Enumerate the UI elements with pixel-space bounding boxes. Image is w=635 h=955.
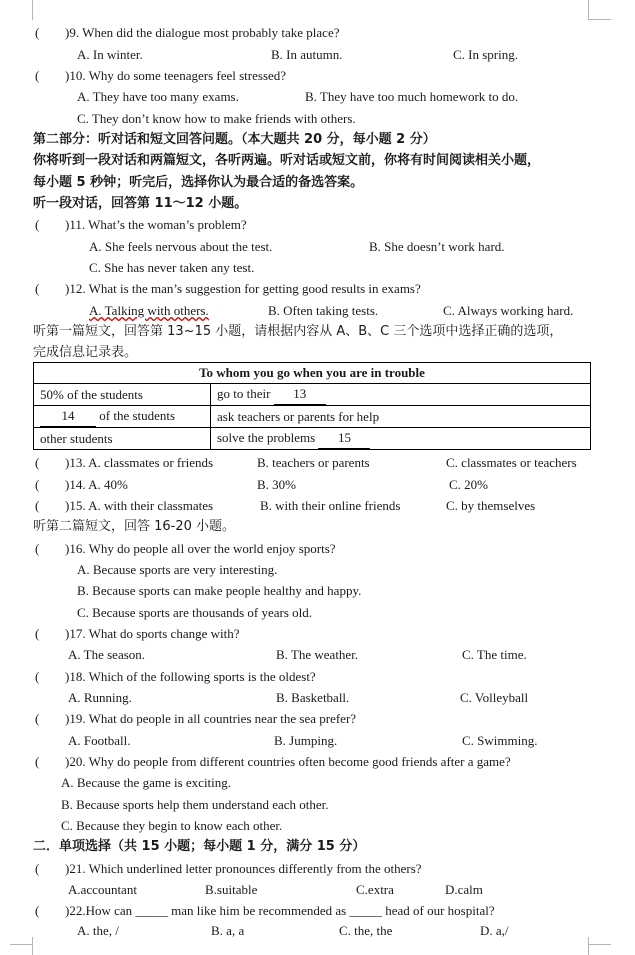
q12-option-a: A. Talking with others. [89,303,209,318]
q16-paren: ( [35,541,40,556]
q20-option-c: C. Because they begin to know each other. [61,818,283,833]
q10-option-a: A. They have too many exams. [77,89,239,104]
q20-paren: ( [35,754,40,769]
q16-option-c: C. Because sports are thousands of years old. [77,605,313,620]
q18-option-c: C. Volleyball [460,690,529,705]
q15-option-a: )15. A. with their classmates [65,498,214,513]
q10-option-b: B. They have too much homework to do. [305,89,519,104]
table-row [34,428,591,450]
q21-option-d: D.calm [445,882,483,897]
part2-instructions-2: 每小题 5 秒钟；听完后，选择你认为最合适的备选答案。 [33,175,364,190]
q18-option-a: A. Running. [68,690,132,705]
part2-instructions-1: 你将听到一段对话和两篇短文，各听两遍。听对话或短文前，你将有时间阅读相关小题， [33,153,541,168]
q19-option-b: B. Jumping. [274,733,338,748]
q17-option-b: B. The weather. [276,647,359,662]
dialog-intro: 听一段对话，回答第 11～12 小题。 [33,196,248,211]
table-cell [211,384,591,406]
passage1-intro-2: 完成信息记录表。 [33,345,138,360]
q9-paren: ( [35,25,40,40]
q12-option-b: B. Often taking tests. [268,303,379,318]
q17-paren: ( [35,626,40,641]
q14-paren: ( [35,477,40,492]
q21-paren: ( [35,861,40,876]
q17-option-c: C. The time. [462,647,527,662]
q19-paren: ( [35,711,40,726]
q22-stem: )22.How can _____ man like him be recommended as _____ head of our hospital? [65,903,495,918]
q12-option-c: C. Always working hard. [443,303,574,318]
q9-option-a: A. In winter. [77,47,143,62]
table-cell [211,428,591,450]
q22-option-d: D. a,/ [480,923,509,938]
corner-mark-top-right-h [589,19,611,20]
table-row [34,384,591,406]
q9-stem: )9. When did the dialogue most probably take place? [65,25,340,40]
q11-option-a: A. She feels nervous about the test. [89,239,273,254]
table-cell: ask teachers or parents for help [211,406,591,428]
q17-option-a: A. The season. [68,647,146,662]
table-cell: 50% of the students [34,384,211,406]
q15-option-c: C. by themselves [446,498,536,513]
table-header: To whom you go when you are in trouble [34,363,591,384]
q19-stem: )19. What do people in all countries near the sea prefer? [65,711,357,726]
corner-mark-bottom-right-h [589,944,611,945]
q22-option-a: A. the, / [77,923,119,938]
answer-blank-14: 14 [40,406,96,427]
q11-paren: ( [35,217,40,232]
q16-option-b: B. Because sports can make people healthy and happy. [77,583,362,598]
corner-mark-top-left-v [32,0,33,20]
q15-option-b: B. with their online friends [260,498,401,513]
answer-blank-15: 15 [318,428,370,449]
corner-mark-bottom-right-v [588,937,589,955]
q13-paren: ( [35,455,40,470]
q17-stem: )17. What do sports change with? [65,626,240,641]
q22-option-b: B. a, a [211,923,245,938]
q13-option-a: )13. A. classmates or friends [65,455,214,470]
q10-option-c: C. They don’t know how to make friends with others. [77,111,356,126]
table-cell: other students [34,428,211,450]
q13-option-b: B. teachers or parents [257,455,370,470]
answer-blank-13: 13 [274,384,326,405]
q16-stem: )16. Why do people all over the world enjoy sports? [65,541,336,556]
q12-stem: )12. What is the man’s suggestion for getting good results in exams? [65,281,421,296]
q21-option-c: C.extra [356,882,394,897]
q18-option-b: B. Basketball. [276,690,350,705]
q11-option-c: C. She has never taken any test. [89,260,255,275]
q20-option-a: A. Because the game is exciting. [61,775,232,790]
cell-text: of the students [99,408,176,423]
cell-text: go to their [217,386,271,401]
q10-paren: ( [35,68,40,83]
q18-paren: ( [35,669,40,684]
corner-mark-top-right-v [588,0,589,20]
passage1-intro-1: 听第一篇短文，回答第 13~15 小题，请根据内容从 A、B、C 三个选项中选择正确的选项， [33,324,563,339]
q21-stem: )21. Which underlined letter pronounces differently from the others? [65,861,422,876]
q19-option-c: C. Swimming. [462,733,538,748]
q20-stem: )20. Why do people from different countries often become good friends after a game? [65,754,511,769]
corner-mark-bottom-left-v [32,937,33,955]
q14-option-c: C. 20% [449,477,488,492]
q14-option-b: B. 30% [257,477,296,492]
q22-option-c: C. the, the [339,923,393,938]
q18-stem: )18. Which of the following sports is the oldest? [65,669,316,684]
info-record-table [33,362,591,450]
passage2-intro: 听第二篇短文，回答 16-20 小题。 [33,519,236,534]
multiple-choice-title: 二．单项选择（共 15 小题；每小题 1 分，满分 15 分） [33,839,366,854]
cell-text: solve the problems [217,430,316,445]
q12-paren: ( [35,281,40,296]
q11-stem: )11. What’s the woman’s problem? [65,217,247,232]
corner-mark-bottom-left-h [10,944,32,945]
table-row [34,406,591,428]
q20-option-b: B. Because sports help them understand each other. [61,797,329,812]
q19-option-a: A. Football. [68,733,131,748]
q22-paren: ( [35,903,40,918]
q9-option-c: C. In spring. [453,47,518,62]
q16-option-a: A. Because sports are very interesting. [77,562,278,577]
q15-paren: ( [35,498,40,513]
q10-stem: )10. Why do some teenagers feel stressed? [65,68,287,83]
q13-option-c: C. classmates or teachers [446,455,577,470]
q21-option-a: A.accountant [68,882,137,897]
q9-option-b: B. In autumn. [271,47,343,62]
table-cell [34,406,211,428]
part2-title: 第二部分：听对话和短文回答问题。（本大题共 20 分，每小题 2 分） [33,132,436,147]
q14-option-a: )14. A. 40% [65,477,128,492]
q11-option-b: B. She doesn’t work hard. [369,239,505,254]
q21-option-b: B.suitable [205,882,258,897]
